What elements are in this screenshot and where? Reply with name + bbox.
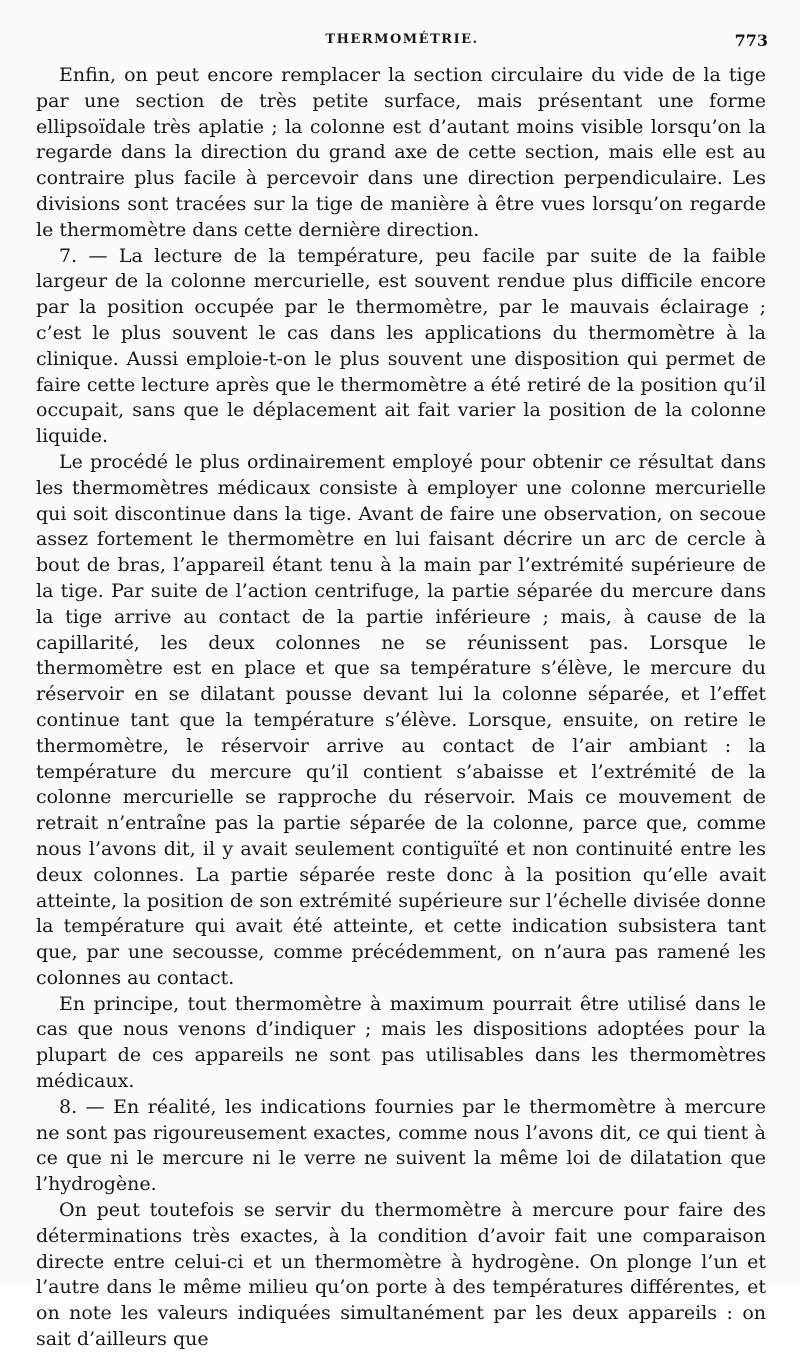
paragraph-section-7: 7. — La lecture de la température, peu facile par suite de la faible largeur de la colonne mercurielle, est souvent rendue plus difficile encore par la position occupée par le thermomètre, par le mauvais éclairage ; c’est le plus souvent le cas dans les applications du thermomètre à la clinique. Aussi emploie-t-on le plus souvent une disposition qui permet de faire cette lecture après que le thermomètre a été retiré de la position qu’il occupait, sans que le déplacement ait fait varier la position de la colonne liquide.: [36, 244, 766, 448]
running-title: THERMOMÉTRIE.: [325, 32, 479, 47]
paragraph-section-8: 8. — En réalité, les indications fournies par le thermomètre à mercure ne sont pas rigoureusement exactes, comme nous l’avons dit, ce qui tient à ce que ni le mercure ni le verre ne suivent la même loi de dilatation que l’hydrogène.: [36, 1095, 766, 1196]
paragraph-procede: Le procédé le plus ordinairement employé pour obtenir ce résultat dans les thermomètres médicaux consiste à employer une colonne mercurielle qui soit discontinue dans la tige. Avant de faire une observation, on secoue assez fortement le thermomètre en lui faisant décrire un arc de cercle à bout de bras, l’appareil étant tenu à la main par l’extrémité supérieure de la tige. Par suite de l’action centrifuge, la partie séparée du mercure dans la tige arrive au contact de la partie inférieure ; mais, à cause de la capillarité, les deux colonnes ne se réunissent pas. Lorsque le thermomètre est en place et que sa température s’élève, le mercure du réservoir en se dilatant pousse devant lui la colonne séparée, et l’effet continue tant que la température s’élève. Lorsque, ensuite, on retire le thermomètre, le réservoir arrive au contact de l’air ambiant : la température du mercure qu’il contient s’abaisse et l’extrémité de la colonne mercurielle se rapproche du réservoir. Mais ce mouvement de retrait n’entraîne pas la partie séparée de la colonne, parce que, comme nous l’avons dit, il y avait seulement contiguïté et non continuité entre les deux colonnes. La partie séparée reste donc à la position qu’elle avait atteinte, la position de son extrémité supérieure sur l’échelle divisée donne la température qui avait été atteinte, et cette indication subsistera tant que, par une secousse, comme précédemment, on n’aura pas ramené les colonnes au contact.: [36, 450, 766, 989]
paragraph-comparaison: On peut toutefois se servir du thermomètre à mercure pour faire des déterminations très exactes, à la condition d’avoir fait une comparaison directe entre celui-ci et un thermomètre à hydrogène. On plonge l’un et l’autre dans le même milieu qu’on porte à des températures différentes, et on note les valeurs indiquées simultanément par les deux appareils : on sait d’ailleurs que: [36, 1199, 766, 1351]
body-text: [36, 63, 766, 1353]
page-number: 773: [734, 31, 768, 50]
paragraph-principe: En principe, tout thermomètre à maximum pourrait être utilisé dans le cas que nous venons d’indiquer ; mais les dispositions adoptées pour la plupart de ces appareils ne sont pas utilisables dans les thermomètres médicaux.: [36, 992, 766, 1093]
paragraph-tige-section: Enfin, on peut encore remplacer la section circulaire du vide de la tige par une section de très petite surface, mais présentant une forme ellipsoïdale très aplatie ; la colonne est d’autant moins visible lorsqu’on la regarde dans la direction du grand axe de cette section, mais elle est au contraire plus facile à percevoir dans une direction perpendiculaire. Les divisions sont tracées sur la tige de manière à être vues lorsqu’on regarde le thermomètre dans cette dernière direction.: [36, 64, 766, 241]
running-head: [36, 32, 768, 56]
